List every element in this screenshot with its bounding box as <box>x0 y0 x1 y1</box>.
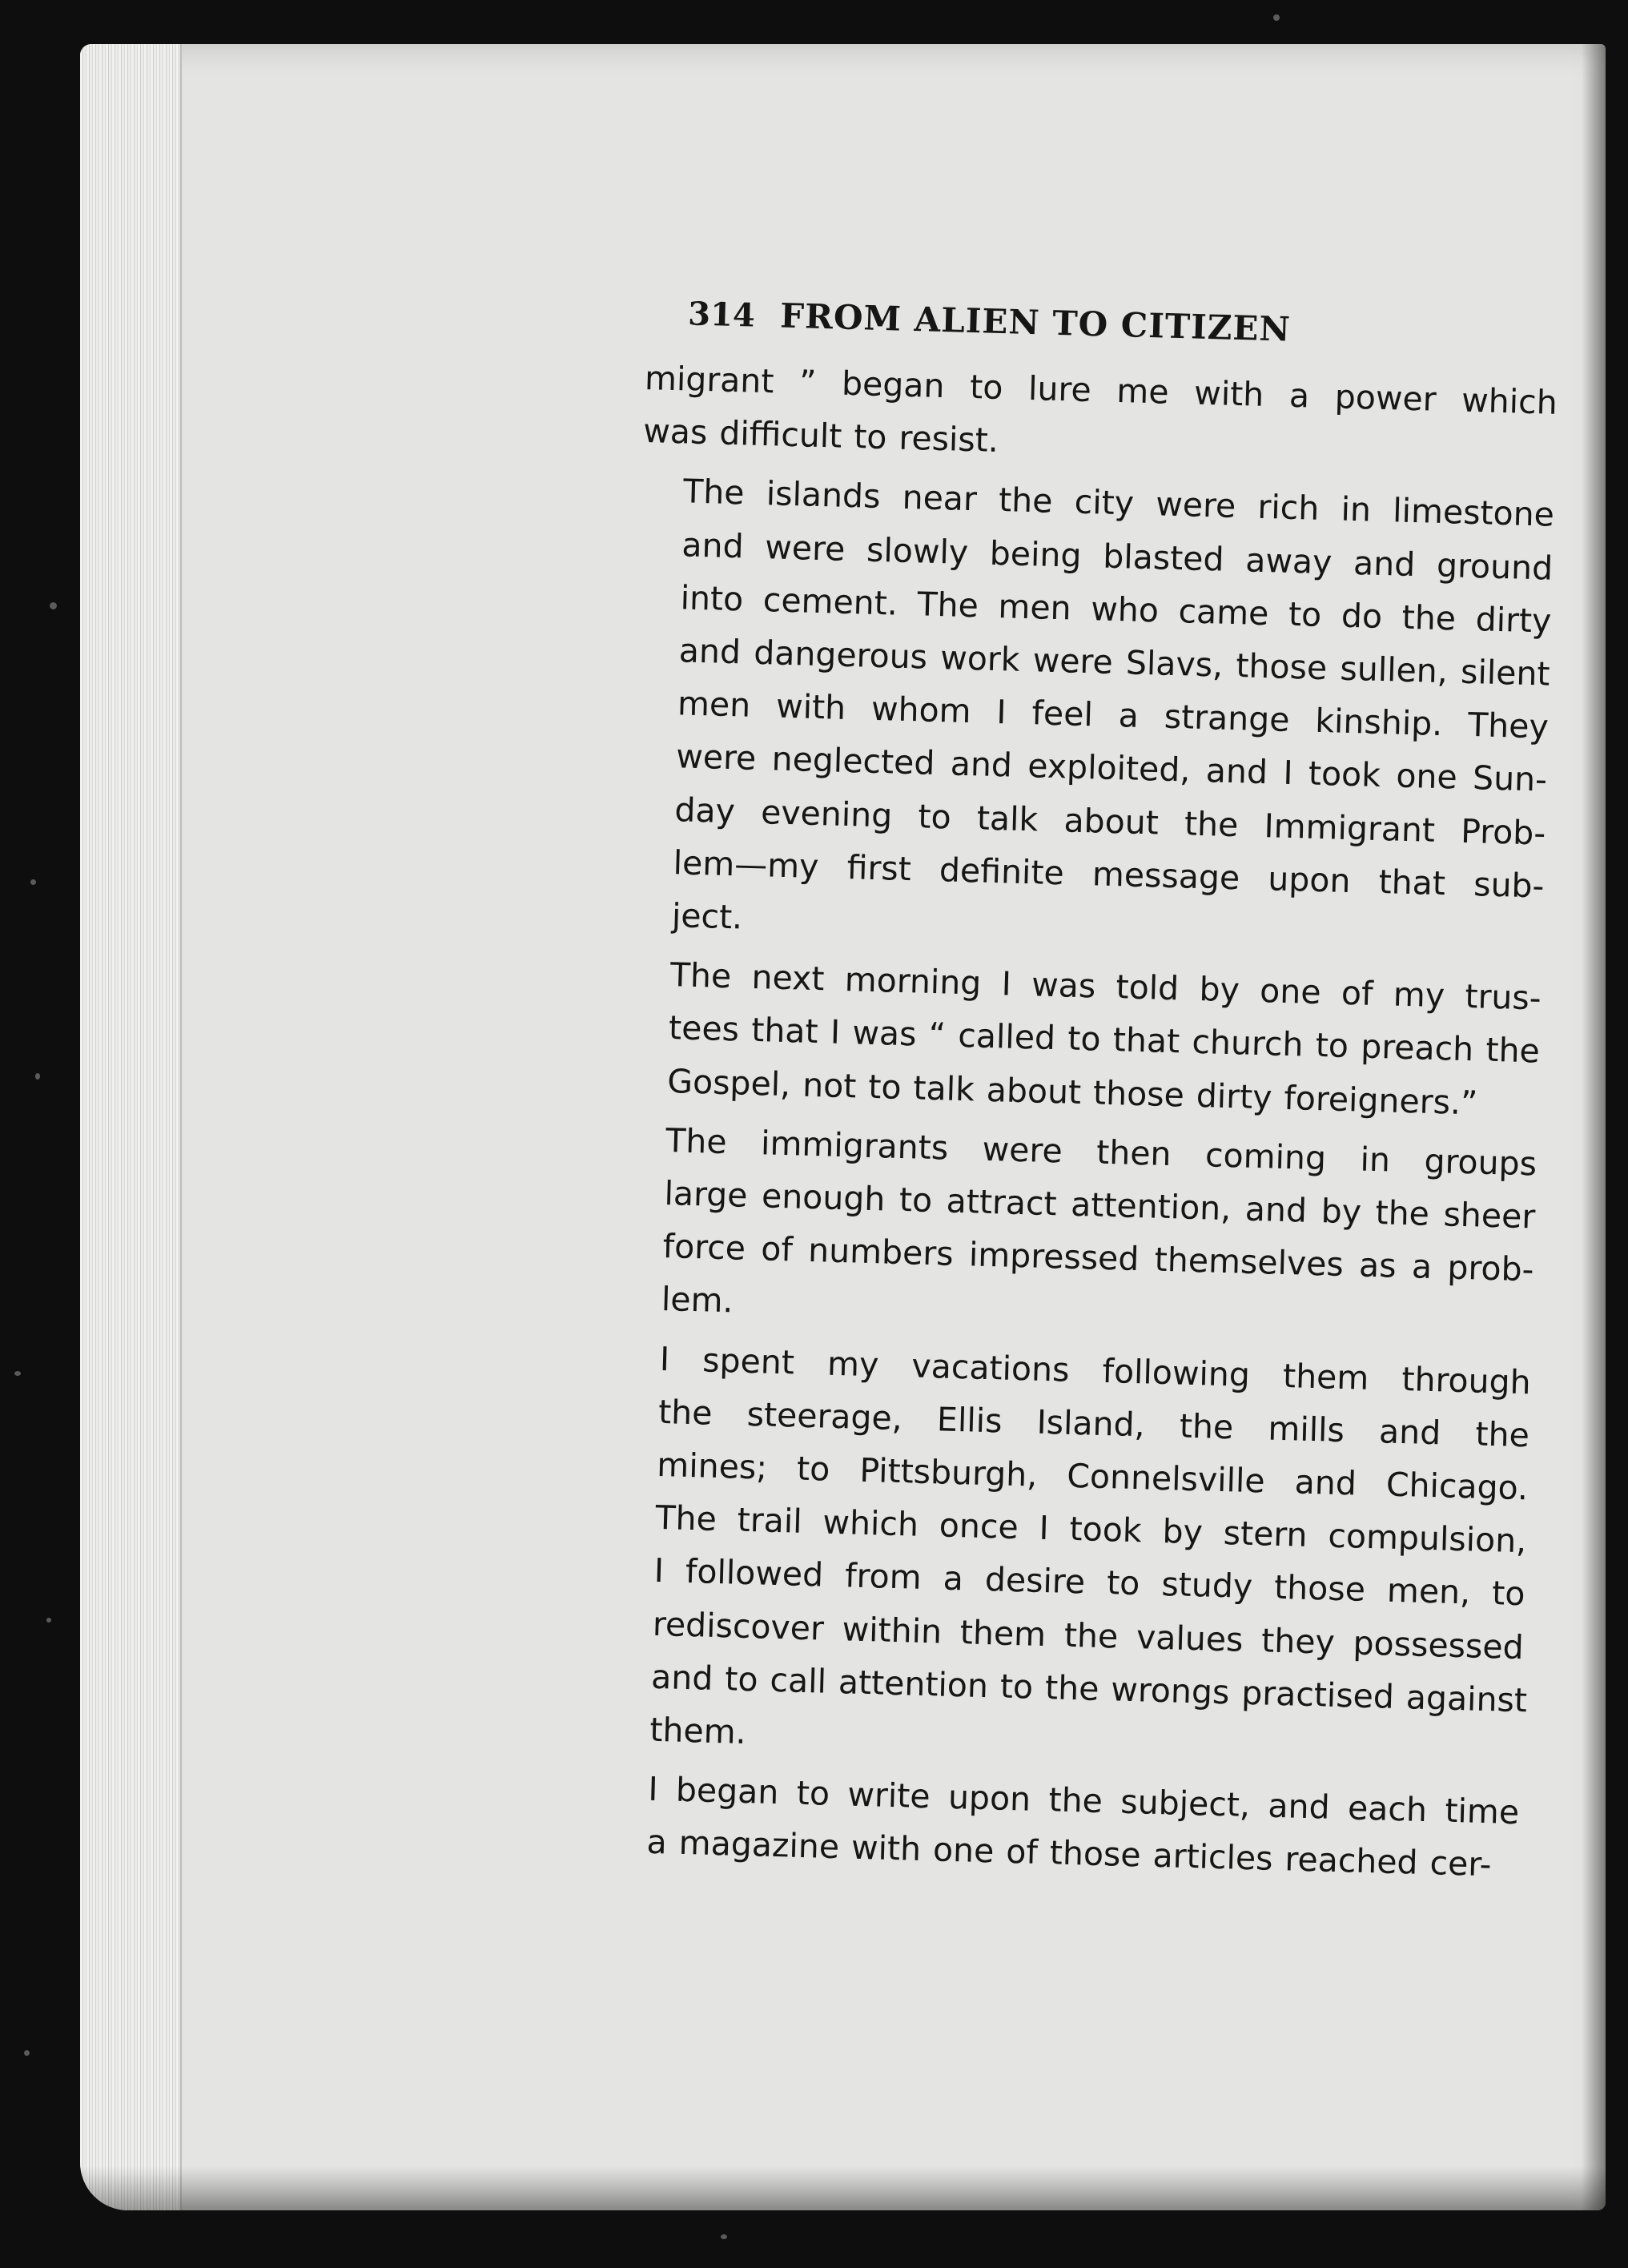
text-line: tees that I was “ called to that church to preach the <box>668 1008 1541 1071</box>
film-speck <box>30 879 36 885</box>
text-line: mines; to Pittsburgh, Connelsville and Chicago. <box>656 1445 1529 1508</box>
text-line: rediscover within them the values they possessed <box>652 1604 1525 1667</box>
text-line: I followed from a desire to study those men, to <box>653 1551 1526 1614</box>
paragraph <box>629 464 1555 965</box>
film-speck <box>46 1618 51 1623</box>
text-line: ject. <box>671 896 743 937</box>
text-line: and were slowly being blasted away and ground <box>681 525 1554 588</box>
film-speck <box>24 2050 30 2056</box>
text-line: large enough to attract attention, and by the sheer <box>663 1174 1536 1237</box>
film-speck <box>14 1371 21 1376</box>
text-line: the steerage, Ellis Island, the mills and the <box>657 1392 1530 1455</box>
running-title: FROM ALIEN TO CITIZEN <box>779 296 1292 349</box>
text-line: lem—my first definite message upon that sub- <box>673 842 1546 906</box>
film-speck <box>50 602 57 609</box>
text-line: I began to write upon the subject, and each time <box>647 1770 1520 1832</box>
paragraph <box>608 1331 1532 1779</box>
text-line: migrant ” began to lure me with a power which <box>644 358 1558 422</box>
text-line: The islands near the city were rich in limestone <box>682 472 1555 535</box>
body-text <box>605 352 1558 1892</box>
film-speck <box>35 1073 40 1080</box>
text-line: were neglected and exploited, and I took one Sun- <box>675 737 1548 800</box>
film-speck <box>721 2234 727 2239</box>
text-line: I spent my vacations following them through <box>659 1339 1532 1401</box>
text-line: a magazine with one of those articles reached cer- <box>646 1823 1493 1884</box>
text-line: into cement. The men who came to do the dirty <box>680 578 1552 641</box>
text-line: day evening to talk about the Immigrant Prob- <box>673 790 1546 853</box>
text-line: The immigrants were then coming in groups <box>665 1120 1538 1184</box>
text-line: them. <box>649 1710 747 1752</box>
page-right-shadow <box>1582 44 1606 2210</box>
text-line: force of numbers impressed themselves as a prob- <box>662 1227 1535 1289</box>
film-speck <box>1273 14 1280 21</box>
text-line: The trail which once I took by stern compulsion, <box>654 1498 1527 1561</box>
text-line: and dangerous work were Slavs, those sullen, silent <box>678 631 1551 694</box>
paragraph <box>625 947 1542 1131</box>
text-line: was difficult to resist. <box>642 412 999 460</box>
paragraph <box>605 1762 1520 1892</box>
text-block <box>605 292 1560 1899</box>
page-edges <box>80 44 182 2210</box>
text-line: Gospel, not to talk about those dirty foreigners.” <box>666 1061 1478 1123</box>
text-line: lem. <box>661 1280 734 1321</box>
text-line: and to call attention to the wrongs practised against <box>650 1657 1528 1720</box>
page-number: 314 <box>687 295 756 335</box>
text-line: The next morning I was told by one of my trus- <box>669 955 1542 1018</box>
text-line: men with whom I feel a strange kinship. They <box>677 684 1550 746</box>
paragraph <box>642 352 1558 482</box>
page-bottom-shadow <box>80 2166 1606 2210</box>
paragraph <box>619 1112 1538 1349</box>
